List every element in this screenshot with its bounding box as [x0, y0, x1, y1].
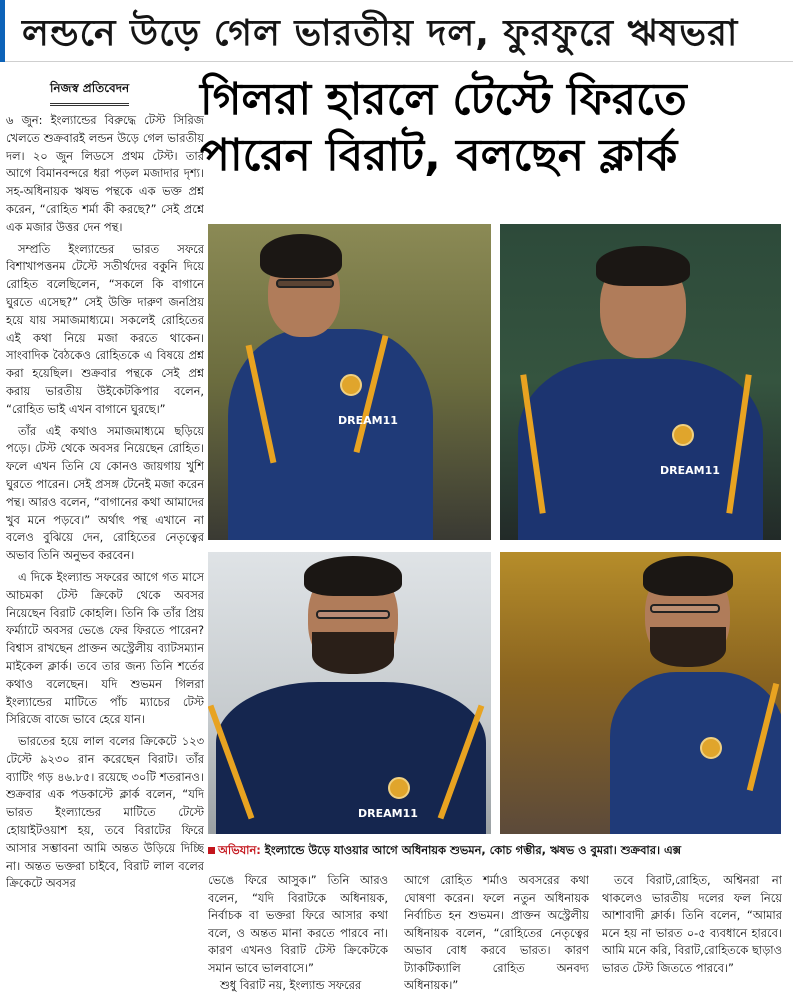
section-header: [0, 0, 793, 62]
headline: গিলরা হারলে টেস্টে ফিরতে পারেন বিরাট, বলছেন ক্লার্ক: [200, 74, 687, 181]
article-paragraph: সম্প্রতি ইংল্যান্ডের ভারত সফরে বিশাখাপত্তনম টেস্টে সতীর্থদের বকুনি দিয়ে রোহিত বলেছিলেন, “সকলে কি বাগানে ঘুরতে এসেছ?” সেই উক্তি দারুণ জনপ্রিয় হয়ে যায় সমাজমাধ্যমে। সকলেই রোহিতের এই কথা নিয়ে মজা করতে থাকেন। সাংবাদিক বৈঠকেও রোহিতকে এ বিষয়ে প্রশ্ন করা হয়েছিল। শুক্রবার পন্থকে সেই প্রশ্ন করায় ভারতীয় উইকেটকিপার বলেন, “রোহিত ভাই এখন বাগানে ঘুরছে।”: [6, 241, 204, 416]
article-bottom-column-2: [404, 872, 589, 997]
glasses-icon: [316, 610, 390, 619]
article-bottom-column-1: [208, 872, 388, 997]
article-paragraph: তাঁর এই কথাও সমাজমাধ্যমে ছড়িয়ে পড়ে। টেস্ট থেকে অবসর নিয়েছেন রোহিত। ফলে এখন তিনি যে কোনও জায়গায় খুশি ঘুরতে পারেন। সেই প্রসঙ্গ টেনেই মজা করেন পন্থ। আরও বলেন, “বাগানের কথা আমাদের খুব মনে পড়বে।” অর্থাৎ পন্থ এখানে না বলেও বুঝিয়ে দেন, রোহিতের নেতৃত্বের অভাব তিনি অনুভব করবেন।: [6, 423, 204, 563]
photo-caption: [208, 842, 781, 861]
photo-player-bearded: [208, 552, 491, 834]
header-accent-bar: [0, 0, 5, 62]
article-paragraph: ভেঙে ফিরে আসুক।” তিনি আরও বলেন, “যদি বিরাটকে অধিনায়ক, নির্বাচক বা ভক্তরা ফিরে আসার কথা বলে, ও অন্তত মানা করতে পারবে না। কারণ এখনও বিরাট টেস্ট ক্রিকেটকে সমান ভাবে ভালবাসে।”: [208, 873, 388, 975]
article-left-column: [6, 112, 204, 997]
photo-player-seated: [500, 552, 781, 834]
article-paragraph: তবে বিরাট,রোহিত, অশ্বিনরা না থাকলেও ভারতীয় দলের ফল নিয়ে আশাবাদী ক্লার্ক। তিনি বলেন, “আমার মনে হয় না ভারত ০-৫ ব্যবধানে হারবে। আমি মনে করি, বিরাট,রোহিতকে ছাড়াও ভারত টেস্ট জিততে পারবে।”: [602, 873, 782, 975]
article-paragraph: ৬ জুন: ইংল্যান্ডের বিরুদ্ধে টেস্ট সিরিজ খেলতে শুক্রবারই লন্ডন উড়ে গেল ভারতীয় দল। ২০ জুন লিডসে প্রথম টেস্ট। তার আগে বিমানবন্দরে ধরা পড়ল মজাদার দৃশ্য। সহ-অধিনায়ক ঋষভ পন্থকে এক ভক্ত প্রশ্ন করেন, “রোহিত শর্মা কী করছে?” সেই প্রশ্নে এক মজার উত্তর দেন পন্থ।: [6, 113, 204, 234]
hair: [304, 556, 402, 596]
section-title: লন্ডনে উড়ে গেল ভারতীয় দল, ফুরফুরে ঋষভরা: [22, 13, 739, 54]
jersey: [228, 329, 433, 540]
hair: [596, 246, 690, 286]
photo-coach-backpack: [500, 224, 781, 540]
team-badge-icon: [340, 374, 362, 396]
sunglasses-icon: [276, 279, 334, 288]
caption-label: অভিযান:: [218, 843, 261, 857]
photo-player-sunglasses: [208, 224, 491, 540]
article-paragraph: আগে রোহিত শর্মাও অবসরের কথা ঘোষণা করেন। ফলে নতুন অধিনায়ক নির্বাচিত হন শুভমন। প্রাক্তন অস্ট্রেলীয় অধিনায়ক বলেন, “রোহিতের নেতৃত্বের অভাব বোধ করবে ভারত। কারণ ট্যাকটিক্যালি রোহিত অনবদ্য অধিনায়ক।”: [404, 873, 589, 992]
article-bottom-column-3: [602, 872, 782, 997]
article-paragraph: ভারতের হয়ে লাল বলের ক্রিকেটে ১২৩ টেস্টে ৯২৩০ রান করেছেন বিরাট। তাঁর ব্যাটিং গড় ৪৬.৮৫। রয়েছে ৩০টি শতরানও। শুক্রবার এক পডকাস্টে ক্লার্ক বলেন, “যদি ভারত ইংল্যান্ডের মাটিতে টেস্টে হোয়াইটওয়াশ হয়, তবে বিরাটের ফিরে আসার সম্ভাবনা আমি অন্তত উড়িয়ে দিচ্ছি না। অন্তত ভক্তরা চাইবে, বিরাট লাল বলের ক্রিকেটে অবসর: [6, 734, 204, 891]
article-paragraph: শুধু বিরাট নয়, ইংল্যান্ড সফরের: [220, 978, 362, 992]
beard: [650, 627, 726, 667]
caption-text: ইংল্যান্ডে উড়ে যাওয়ার আগে অধিনায়ক শুভমন, কোচ গম্ভীর, ঋষভ ও বুমরা। শুক্রবার। এক্স: [260, 843, 682, 857]
caption-bullet-icon: [208, 847, 215, 854]
sponsor-logo: DREAM11: [338, 414, 398, 427]
hair: [643, 556, 733, 596]
team-badge-icon: [700, 737, 722, 759]
article-paragraph: এ দিকে ইংল্যান্ড সফরের আগে গত মাসে আচমকা টেস্ট ক্রিকেট থেকে অবসর নিয়েছেন বিরাট কোহলি। তিনি কি তাঁর প্রিয় ফর্ম্যাটে অবসর ভেঙে ফের ফিরতে পারেন? বিশ্বাস রাখছেন প্রাক্তন অস্ট্রেলীয় ব্যাটসম্যান মাইকেল ক্লার্ক। তবে তার জন্য তিনি শর্তের কথাও বলেছেন। যদি শুভমন গিলরা ইংল্যান্ডের মাটিতে পাঁচ ম্যাচের টেস্ট সিরিজে বাজে ভাবে হেরে যান।: [6, 569, 204, 727]
hair: [260, 234, 342, 278]
team-badge-icon: [672, 424, 694, 446]
glasses-icon: [650, 604, 720, 613]
beard: [312, 632, 394, 674]
sponsor-logo: DREAM11: [660, 464, 720, 477]
byline: নিজস্ব প্রতিবেদন: [50, 80, 129, 106]
team-badge-icon: [388, 777, 410, 799]
sponsor-logo: DREAM11: [358, 807, 418, 820]
